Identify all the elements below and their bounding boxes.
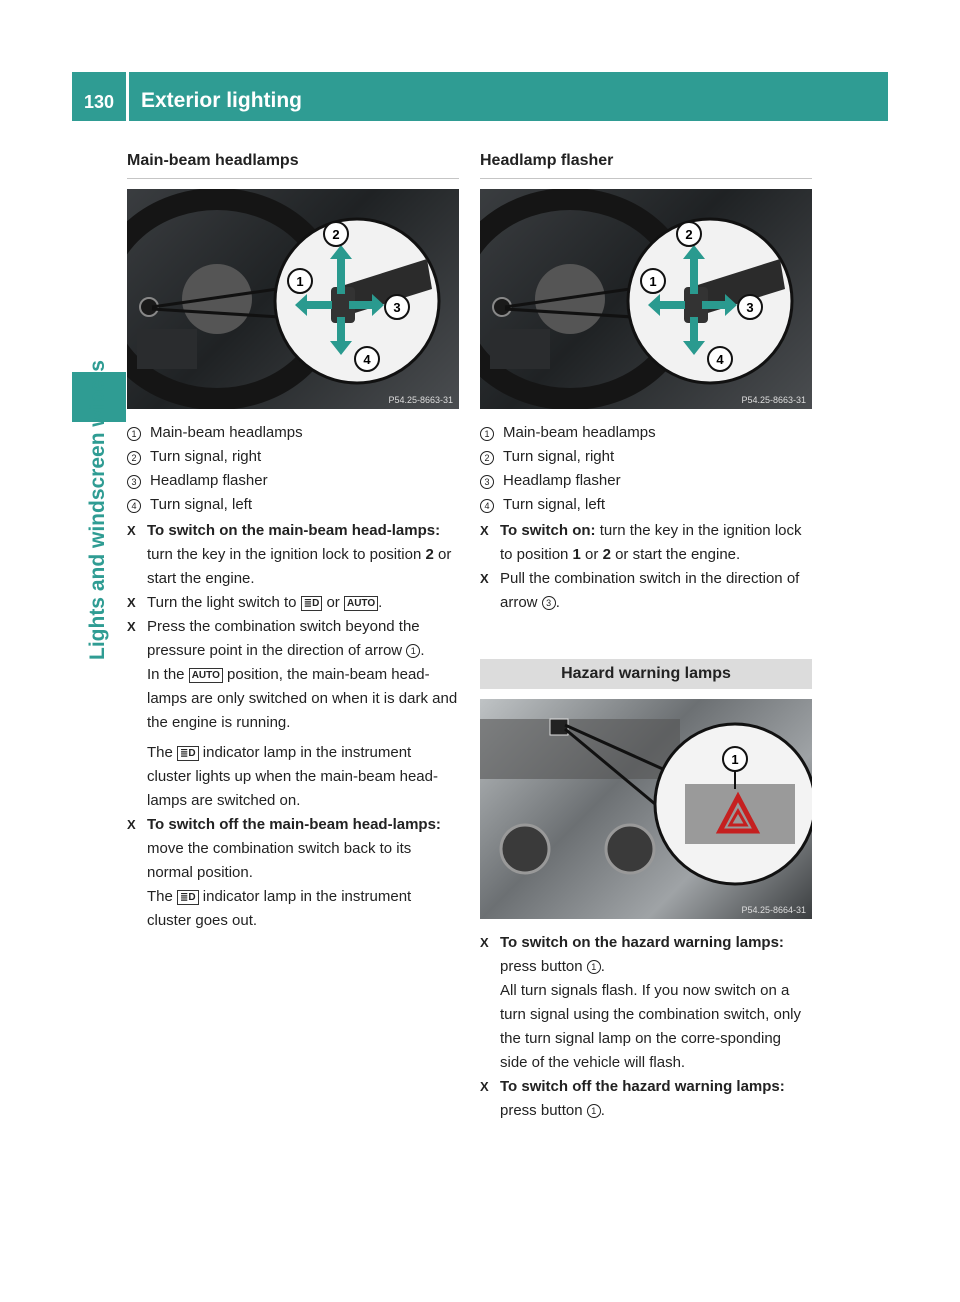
svg-text:1: 1 bbox=[649, 274, 657, 289]
step-arrow-icon: X bbox=[127, 619, 136, 634]
legend-item: 4 Turn signal, left bbox=[480, 493, 812, 517]
legend-list bbox=[127, 421, 459, 517]
main-beam-title: Main-beam headlamps bbox=[127, 150, 459, 179]
step-arrow-icon: X bbox=[480, 935, 489, 950]
chapter-label: Lights and windscreen wipers bbox=[86, 360, 109, 660]
instruction-step: X Press the combination switch beyond the pressure point in the direction of arrow 1 . In the AUTO position, the main-beam head-lamps are only switched on when it is dark and the engine is running. bbox=[127, 615, 459, 735]
step-arrow-icon: X bbox=[480, 1079, 489, 1094]
photo-code: P54.25-8663-31 bbox=[388, 395, 453, 405]
svg-text:2: 2 bbox=[332, 227, 340, 242]
svg-text:4: 4 bbox=[716, 352, 724, 367]
auto-symbol-icon: AUTO bbox=[344, 596, 378, 611]
flasher-title: Headlamp flasher bbox=[480, 150, 812, 179]
hazard-section-title: Hazard warning lamps bbox=[480, 659, 812, 689]
step-arrow-icon: X bbox=[127, 817, 136, 832]
svg-text:4: 4 bbox=[363, 352, 371, 367]
right-column bbox=[480, 150, 812, 1123]
instructions bbox=[480, 519, 812, 615]
legend-item: 3 Headlamp flasher bbox=[127, 469, 459, 493]
svg-text:3: 3 bbox=[746, 300, 754, 315]
instruction-step: X To switch on the main-beam head-lamps: turn the key in the ignition lock to position 2 or start the engine. bbox=[127, 519, 459, 591]
svg-text:2: 2 bbox=[685, 227, 693, 242]
legend-item: 2 Turn signal, right bbox=[127, 445, 459, 469]
legend-item: 1 Main-beam headlamps bbox=[480, 421, 812, 445]
svg-text:1: 1 bbox=[296, 274, 304, 289]
page-number: 130 bbox=[72, 72, 126, 121]
legend-list bbox=[480, 421, 812, 517]
main-beam-indicator-icon: ≣D bbox=[177, 890, 199, 905]
step-arrow-icon: X bbox=[127, 595, 136, 610]
left-column bbox=[127, 150, 459, 933]
main-beam-indicator-icon: ≣D bbox=[177, 746, 199, 761]
instruction-step: X To switch off the hazard warning lamps: press button 1 . bbox=[480, 1075, 812, 1123]
step-arrow-icon: X bbox=[480, 523, 489, 538]
legend-item: 1 Main-beam headlamps bbox=[127, 421, 459, 445]
page-title: Exterior lighting bbox=[129, 72, 888, 121]
main-beam-symbol-icon: ≣D bbox=[301, 596, 323, 611]
legend-item: 2 Turn signal, right bbox=[480, 445, 812, 469]
instructions bbox=[127, 519, 459, 933]
step-arrow-icon: X bbox=[480, 571, 489, 586]
instruction-note: The ≣D indicator lamp in the instrument cluster lights up when the main-beam head-lamps are switched on. bbox=[147, 744, 438, 809]
hazard-instructions bbox=[480, 931, 812, 1123]
combination-switch-photo bbox=[127, 189, 459, 409]
instruction-step: X To switch off the main-beam head-lamps: move the combination switch back to its normal position. The ≣D indicator lamp in the instrument cluster goes out. bbox=[127, 813, 459, 933]
instruction-step: X Turn the light switch to ≣D or AUTO . bbox=[127, 591, 459, 615]
instruction-step: X Pull the combination switch in the direction of arrow 3 . bbox=[480, 567, 812, 615]
legend-item: 3 Headlamp flasher bbox=[480, 469, 812, 493]
combination-switch-photo bbox=[480, 189, 812, 409]
step-arrow-icon: X bbox=[127, 523, 136, 538]
photo-code: P54.25-8663-31 bbox=[741, 395, 806, 405]
instruction-step: X To switch on the hazard warning lamps: press button 1 . All turn signals flash. If you now switch on a turn signal using the combination switch, only the turn signal lamp on the corre-sponding side of the vehicle will flash. bbox=[480, 931, 812, 1075]
photo-code: P54.25-8664-31 bbox=[741, 905, 806, 915]
instruction-step: X To switch on: turn the key in the ignition lock to position 1 or 2 or start the engine. bbox=[480, 519, 812, 567]
hazard-button-illustration bbox=[480, 699, 812, 919]
legend-item: 4 Turn signal, left bbox=[127, 493, 459, 517]
auto-symbol-icon: AUTO bbox=[189, 668, 223, 683]
hazard-button-photo bbox=[480, 699, 812, 919]
svg-text:3: 3 bbox=[393, 300, 401, 315]
svg-text:1: 1 bbox=[731, 752, 739, 767]
combination-switch-illustration bbox=[480, 189, 812, 409]
combination-switch-illustration bbox=[127, 189, 459, 409]
